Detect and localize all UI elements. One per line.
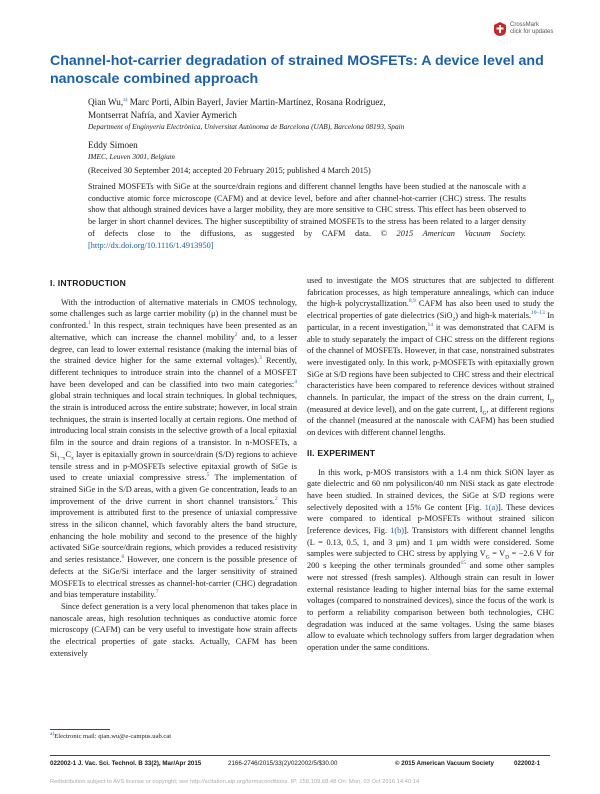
intro-paragraph-1: With the introduction of alternative materials in CMOS technology, some challenges such as large carrier mobility (μ) in the channel must be confronted.$^1$ In this respect, strain techniques have been presented as an alternative, which can increase the channel mobility$^2$ and, to a lesser degree, can lead to lower external resistance (making the internal bias of the strained device higher for the same external voltages).$^3$ Recently, different techniques to introduce strain into the channel of a MOSFET have been developed and can be classified into two main categories:$^4$ global strain techniques and local strain techniques. In global techniques, the strain is introduced across the entire substrate; however, in local strain techniques, the strain is inserted locally at certain regions. One method of introducing local strain consists in the selective growth of a local epitaxial film in the source and drain regions of a transistor. In n-MOSFETs, a $Si_{1-x}C_x$ layer is epitaxially grown in source/drain (S/D) regions to achieve tensile stress and in p-MOSFETs selective epitaxial growth of SiGe is used to create uniaxial compressive stress.$^5$ The implementation of strained SiGe in the S/D areas, with a given Ge concentration, leads to an improvement of the drive current in short channel transistors.$^2$ This improvement is attributed first to the presence of uniaxial compressive stress in the silicon channel, which favorably alters the band structure, enhancing the hole mobility and second to the presence of the highly activated SiGe source/drain regions, which provides a reduced resistivity and series resistance.$^6$ However, one concern is the possible presence of defects at the SiGe/Si interface and the larger sensitivity of strained MOSFETs to electrical stresses as channel-hot-carrier (CHC) degradation and bias temperature instability.$^7$ <box>50 297 297 600</box>
author-list: Qian Wu,$^{a)}$ Marc Porti, Albin Bayerl, Javier Martin-Martínez, Rosana Rodriguez, Montserrat Nafría, and Xavier Aymerich <box>88 96 386 120</box>
received-dates: (Received 30 September 2014; accepted 20 February 2015; published 4 March 2015) <box>88 166 371 175</box>
right-column <box>307 275 554 654</box>
author-imec: Eddy Simoen <box>88 140 138 150</box>
footer-page-number: 022002-1 <box>514 760 541 767</box>
left-column <box>50 275 297 660</box>
paper-title: Channel-hot-carrier degradation of strained MOSFETs: A device level and nanoscale combined approach <box>50 53 544 87</box>
affiliation-uab: Department of Enginyeria Electrònica, Universitat Autònoma de Barcelona (UAB), Barcelona 08193, Spain <box>88 122 405 131</box>
intro-paragraph-2: Since defect generation is a very local phenomenon that takes place in nanoscale areas, high resolution techniques as conductive atomic force microscopy (CAFM) can be very useful to investigate how strain affects the electrical properties of gate stacks. Actually, CAFM has been extensively <box>50 601 297 658</box>
experiment-paragraph-1: In this work, p-MOS transistors with a 1.4 nm thick SiON layer as gate dielectric and 60 nm polysilicon/40 nm NiSi stack as gate electrode have been studied. In strained devices, the SiGe at S/D regions were selectively deposited with a 15% Ge content [Fig. 1(a)]. These devices were compared to identical p-MOSFETs without strained silicon [reference devices, Fig. 1(b)]. Transistors with different channel lengths (L = 0.13, 0.5, 1, and 3 μm) and 1 μm width were considered. Some samples were subjected to CHC stress by applying $V_G = V_D = -2.6$ V for 200 s keeping the other terminals grounded$^{15}$ and some other samples were not stressed (fresh samples). Although strain can result in lower external resistance leading to higher internal bias for the same external voltages (compared to nonstrained devices), since the focus of the work is to perform a reliability comparison between both technologies, CHC degradation was induced at the same voltages. Using the same biases allow to evaluate which technology suffers from larger degradation when operation under the same conditions. <box>307 467 554 653</box>
copyright-notice: © 2015 American Vacuum Society. <box>380 228 527 238</box>
crossmark-label: CrossMark click for updates <box>510 22 554 35</box>
footnote-email: $^{a)}$Electronic mail: qian.wu@e-campus.uab.cat <box>50 730 172 740</box>
section-heading-introduction: I. INTRODUCTION <box>50 278 127 288</box>
footer-journal-citation: 022002-1 J. Vac. Sci. Technol. B 33(2), Mar/Apr 2015 <box>50 760 202 767</box>
affiliation-imec: IMEC, Leuven 3001, Belgium <box>88 152 175 161</box>
doi-link[interactable]: [http://dx.doi.org/10.1116/1.4913950] <box>88 240 214 250</box>
crossmark-icon <box>493 21 507 37</box>
figure-link-1b[interactable]: 1(b) <box>390 526 405 536</box>
crossmark-badge[interactable] <box>493 20 571 38</box>
footer-divider <box>50 755 550 756</box>
section-heading-experiment: II. EXPERIMENT <box>307 447 376 458</box>
figure-link-1a[interactable]: 1(a) <box>484 502 498 512</box>
footnote-divider <box>50 729 110 730</box>
download-notice: Redistribution subject to AVS license or copyright; see http://scitation.aip.org/termsconditions. IP: 158.109.68.48 On: Mon, 03 Oct 2016 14:40:14 <box>50 779 420 785</box>
footer-issn: 2166-2746/2015/33(2)/022002/5/$30.00 <box>228 760 338 767</box>
intro-paragraph-3: used to investigate the MOS structures that are subjected to different fabrication processes, as high temperature annealings, which can induce the high-k polycrystallization.$^{8,9}$ CAFM has also been used to study the electrical properties of gate dielectrics (SiO$_2$) and high-k materials.$^{10-13}$ In particular, in a recent investigation,$^{14}$ it was demonstrated that CAFM is able to study separately the impact of CHC stress on the different regions of the channel of MOSFETs. However, in that case, nonstrained substrates were investigated only. In this work, p-MOSFETs with epitaxially grown SiGe at S/D regions have been subjected to CHC stress and their electrical characteristics have been compared to reference devices without strained channels. In particular, the impact of the stress on the drain current, $I_D$ (measured at device level), and on the gate current, $I_G$, at different regions of the channel (measured at the nanoscale with CAFM) has been studied on devices with different channel lengths. <box>307 276 554 438</box>
abstract: Strained MOSFETs with SiGe at the source/drain regions and different channel lengths have been studied at the nanoscale with a conductive atomic force microscope (CAFM) and at device level, before and after channel-hot-carrier (CHC) stress. The results show that although strained devices have a larger mobility, they are more sensitive to CHC stress. This effect has been observed to be larger in short channel devices. The higher susceptibility of strained MOSFETs to the stress has been related to a larger density of defects close to the diffusions, as suggested by CAFM data. © 2015 American Vacuum Society. [http://dx.doi.org/10.1116/1.4913950] <box>88 182 527 250</box>
footer-copyright: © 2015 American Vacuum Society <box>395 760 494 767</box>
